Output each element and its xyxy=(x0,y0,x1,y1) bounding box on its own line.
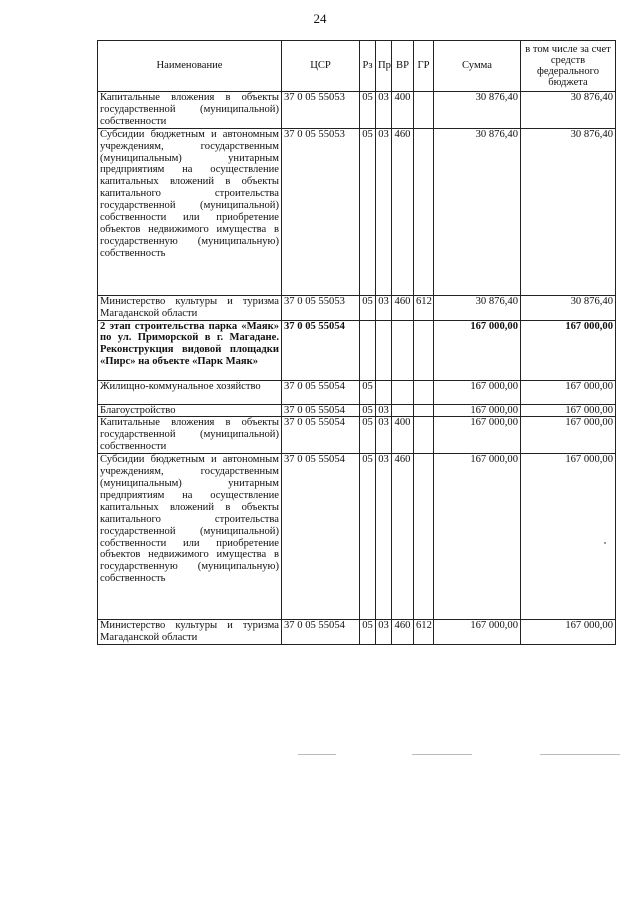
cell-csr: 37 0 05 55053 xyxy=(282,295,360,320)
cell-pr: 03 xyxy=(376,404,392,417)
cell-name: Субсидии бюджетным и автономным учреждениям, государственным (муниципальным) унитарным предприятиям на осуществление капитальных вложений в объекты капитального строительства государственной (муниципальной) собственности или приобретение объектов недвижимого имущества в государственную (муниципальную) собственность xyxy=(98,128,282,295)
cell-sum: 167 000,00 xyxy=(434,417,521,454)
cell-name: Министерство культуры и туризма Магаданской области xyxy=(98,295,282,320)
cell-vr xyxy=(392,404,414,417)
cell-rz xyxy=(360,320,376,380)
cell-pr xyxy=(376,380,392,404)
cell-rz: 05 xyxy=(360,620,376,645)
table-row xyxy=(98,295,616,320)
table-row xyxy=(98,320,616,380)
scan-artifact-line xyxy=(298,754,336,755)
cell-vr: 400 xyxy=(392,92,414,129)
cell-rz: 05 xyxy=(360,128,376,295)
cell-gr xyxy=(414,92,434,129)
cell-sum: 167 000,00 xyxy=(434,404,521,417)
table-row xyxy=(98,380,616,404)
header-gr: ГР xyxy=(414,41,434,92)
cell-gr xyxy=(414,320,434,380)
cell-gr: 612 xyxy=(414,295,434,320)
cell-vr xyxy=(392,380,414,404)
cell-vr: 460 xyxy=(392,620,414,645)
cell-sum: 30 876,40 xyxy=(434,92,521,129)
cell-rz: 05 xyxy=(360,295,376,320)
header-row xyxy=(98,41,616,92)
scan-artifact-dot xyxy=(604,542,606,544)
cell-name: Министерство культуры и туризма Магаданской области xyxy=(98,620,282,645)
cell-rz: 05 xyxy=(360,92,376,129)
cell-pr: 03 xyxy=(376,454,392,620)
header-vr: ВР xyxy=(392,41,414,92)
cell-federal: 30 876,40 xyxy=(521,92,616,129)
cell-gr xyxy=(414,454,434,620)
cell-sum: 167 000,00 xyxy=(434,320,521,380)
cell-federal: 167 000,00 xyxy=(521,404,616,417)
cell-pr xyxy=(376,320,392,380)
cell-sum: 167 000,00 xyxy=(434,454,521,620)
table-row xyxy=(98,417,616,454)
cell-pr: 03 xyxy=(376,128,392,295)
cell-csr: 37 0 05 55054 xyxy=(282,380,360,404)
cell-name: Субсидии бюджетным и автономным учреждениям, государственным (муниципальным) унитарным предприятиям на осуществление капитальных вложений в объекты капитального строительства государственной (муниципальной) собственности или приобретение объектов недвижимого имущества в государственную (муниципальную) собственность xyxy=(98,454,282,620)
cell-federal: 30 876,40 xyxy=(521,128,616,295)
table-row xyxy=(98,92,616,129)
cell-sum: 30 876,40 xyxy=(434,295,521,320)
header-rz: Рз xyxy=(360,41,376,92)
table-row xyxy=(98,620,616,645)
cell-sum: 167 000,00 xyxy=(434,620,521,645)
cell-vr xyxy=(392,320,414,380)
cell-rz: 05 xyxy=(360,380,376,404)
table-body xyxy=(98,92,616,645)
scan-artifact-line xyxy=(540,754,620,755)
cell-pr: 03 xyxy=(376,417,392,454)
cell-rz: 05 xyxy=(360,454,376,620)
scan-artifact-line xyxy=(412,754,472,755)
cell-vr: 400 xyxy=(392,417,414,454)
header-name: Наименование xyxy=(98,41,282,92)
cell-federal: 30 876,40 xyxy=(521,295,616,320)
table-row xyxy=(98,454,616,620)
cell-vr: 460 xyxy=(392,128,414,295)
header-csr: ЦСР xyxy=(282,41,360,92)
header-federal: в том числе за счет средств федерального бюджета xyxy=(521,41,616,92)
cell-rz: 05 xyxy=(360,417,376,454)
cell-csr: 37 0 05 55053 xyxy=(282,128,360,295)
cell-federal: 167 000,00 xyxy=(521,454,616,620)
budget-table xyxy=(97,40,616,645)
table-row xyxy=(98,128,616,295)
cell-name: Благоустройство xyxy=(98,404,282,417)
cell-csr: 37 0 05 55054 xyxy=(282,404,360,417)
cell-name: Капитальные вложения в объекты государственной (муниципальной) собственности xyxy=(98,417,282,454)
cell-csr: 37 0 05 55054 xyxy=(282,417,360,454)
cell-federal: 167 000,00 xyxy=(521,380,616,404)
cell-csr: 37 0 05 55054 xyxy=(282,620,360,645)
cell-name: 2 этап строительства парка «Маяк» по ул. Приморской в г. Магадане. Реконструкция видовой площадки «Пирс» на объекте «Парк Маяк» xyxy=(98,320,282,380)
cell-csr: 37 0 05 55053 xyxy=(282,92,360,129)
cell-sum: 167 000,00 xyxy=(434,380,521,404)
cell-name: Капитальные вложения в объекты государственной (муниципальной) собственности xyxy=(98,92,282,129)
cell-csr: 37 0 05 55054 xyxy=(282,320,360,380)
cell-name: Жилищно-коммунальное хозяйство xyxy=(98,380,282,404)
cell-sum: 30 876,40 xyxy=(434,128,521,295)
cell-gr xyxy=(414,417,434,454)
cell-gr xyxy=(414,404,434,417)
cell-pr: 03 xyxy=(376,92,392,129)
cell-vr: 460 xyxy=(392,454,414,620)
cell-gr: 612 xyxy=(414,620,434,645)
header-sum: Сумма xyxy=(434,41,521,92)
page-number: 24 xyxy=(313,11,327,26)
cell-federal: 167 000,00 xyxy=(521,620,616,645)
cell-federal: 167 000,00 xyxy=(521,417,616,454)
cell-federal: 167 000,00 xyxy=(521,320,616,380)
cell-rz: 05 xyxy=(360,404,376,417)
table-row xyxy=(98,404,616,417)
cell-vr: 460 xyxy=(392,295,414,320)
cell-pr: 03 xyxy=(376,295,392,320)
cell-gr xyxy=(414,380,434,404)
cell-gr xyxy=(414,128,434,295)
header-pr: Пр xyxy=(376,41,392,92)
cell-pr: 03 xyxy=(376,620,392,645)
cell-csr: 37 0 05 55054 xyxy=(282,454,360,620)
